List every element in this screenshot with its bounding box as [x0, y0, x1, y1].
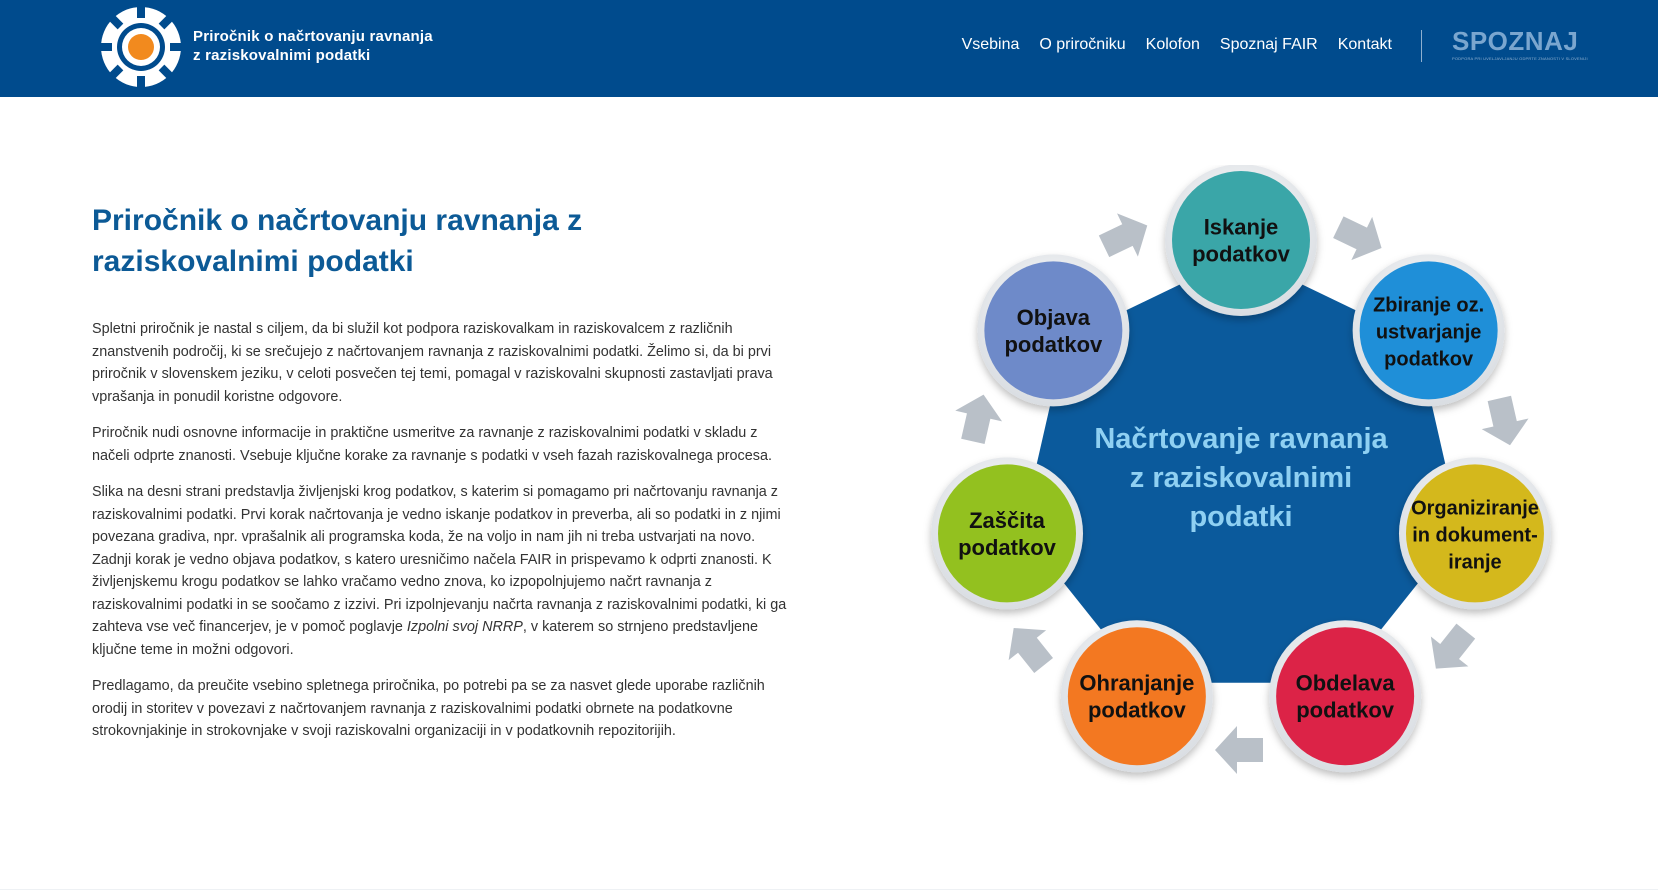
step-label-line: iranje	[1448, 551, 1502, 574]
step-label-line: Iskanje	[1203, 214, 1279, 240]
intro-paragraph-1: Spletni priročnik je nastal s ciljem, da bi služil kot podpora raziskovalkam in raziskovalcem z različnih znanstvenih področij, ki se srečujejo z načrtovanjem ravnanja z raziskovalnimi podatki. Želimo si, da bi prvi priročnik v slovenskem jeziku, v celoti posvečen tej temi, pomagal v raziskovalni skupnosti zastavljati prava vprašanja in ponudil koristne odgovore.	[92, 321, 773, 405]
step-label-line: Zbiranje oz.	[1373, 294, 1485, 317]
cycle-arrow-icon	[1417, 616, 1484, 683]
step-label-line: in dokument-	[1412, 524, 1538, 547]
cycle-arrow-icon	[1328, 206, 1392, 270]
paragraph-3-tail: , v katerem so strnjeno predstavljene ključne teme in možni odgovori.	[92, 619, 759, 658]
lifecycle-step-2[interactable]	[1353, 254, 1505, 406]
site-title[interactable]	[193, 27, 433, 65]
lifecycle-step-4[interactable]	[1269, 620, 1421, 772]
step-label-line: podatkov	[1384, 348, 1474, 371]
spoznaj-logo-subtitle: PODPORA PRI UVELJAVLJANJU ODPRTE ZNANOSTI V SLOVENIJI	[1452, 56, 1588, 61]
site-title-line1: Priročnik o načrtovanju ravnanja	[193, 28, 433, 45]
step-label-line: Organiziranje	[1411, 497, 1539, 520]
footer-divider	[0, 889, 1658, 890]
site-logo[interactable]	[100, 6, 182, 88]
site-header	[0, 0, 1658, 97]
page-title-line1: Priročnik o načrtovanju ravnanja z	[92, 204, 583, 237]
step-label-line: podatkov	[1004, 331, 1103, 357]
cycle-arrow-icon	[949, 389, 1006, 446]
step-label-line: podatkov	[1192, 241, 1290, 267]
step-label-line: ustvarjanje	[1375, 321, 1482, 344]
main-nav	[962, 36, 1392, 54]
cycle-arrow-icon	[1094, 204, 1158, 268]
step-label-line: Ohranjanje	[1079, 670, 1195, 696]
site-title-line2: z raziskovalnimi podatki	[193, 47, 371, 64]
lifecycle-step-1[interactable]	[1165, 165, 1317, 316]
cycle-arrow-icon	[995, 613, 1062, 680]
spoznaj-logo[interactable]	[1452, 26, 1588, 70]
cycle-arrow-icon	[1476, 393, 1533, 450]
lifecycle-step-3[interactable]	[1399, 457, 1551, 609]
lifecycle-step-7[interactable]	[977, 254, 1129, 406]
step-fill	[1172, 171, 1310, 309]
step-label-line: Obdelava	[1295, 670, 1395, 696]
step-fill	[938, 464, 1076, 602]
intro-paragraph-2: Priročnik nudi osnovne informacije in praktične usmeritve za ravnanje z raziskovalnimi podatki v skladu z načeli odprte znanosti. Vsebuje ključne korake za ravnanje s podatki v vseh fazah raziskovalnega procesa.	[92, 425, 772, 464]
step-label-line: Zaščita	[969, 507, 1045, 533]
step-label-line: podatkov	[1087, 697, 1186, 723]
nav-o-prirocniku[interactable]: O priročniku	[1039, 36, 1126, 53]
nav-vsebina[interactable]: Vsebina	[961, 36, 1020, 53]
step-fill	[1276, 627, 1414, 765]
step-label-line: podatkov	[1296, 697, 1395, 723]
center-label-line3: podatki	[1189, 501, 1293, 533]
nav-spoznaj-fair[interactable]: Spoznaj FAIR	[1219, 36, 1318, 53]
data-lifecycle-diagram	[905, 165, 1585, 825]
lifecycle-svg	[905, 165, 1585, 825]
center-label-line2: z raziskovalnimi	[1129, 462, 1353, 494]
paragraph-3-text: Slika na desni strani predstavlja življenjski krog podatkov, s katerim si pomagamo pri načrtovanju ravnanja z raziskovalnimi podatki. Prvi korak načrtovanja je vedno iskanje podatkov in preverba, ali so podatki in z njimi povezana gradiva, npr. vprašalnik ali programska koda, že na voljo in nam jih ni treba ustvarjati na novo. Zadnji korak je vedno objava podatkov, s katero uresničimo načela FAIR in prispevamo k odprti znanosti. K življenjskemu krogu podatkov se lahko vračamo vedno znova, ko izpopolnjujemo načrt ravnanja z raziskovalnimi podatki in se soočamo z izzivi. Pri izpolnjevanju načrta ravnanja z raziskovalnimi podatki, ki ga zahteva vse več financerjev, je v pomoč poglavje	[92, 484, 787, 635]
nav-divider	[1421, 30, 1422, 62]
cycle-arrow-icon	[1215, 726, 1263, 774]
lifecycle-step-6[interactable]	[931, 457, 1083, 609]
step-label-line: podatkov	[958, 534, 1056, 560]
intro-paragraph-4: Predlagamo, da preučite vsebino spletnega priročnika, po potrebi pa se za nasvet glede uporabe različnih orodij in storitev v povezavi z načrtovanjem ravnanja z raziskovalnimi podatki obrnete na podatkovne strokovnjakinje in strokovnjake v svoji raziskovalni organizaciji in v podatkovnih repozitorijih.	[92, 678, 765, 739]
step-fill	[1068, 627, 1206, 765]
step-fill	[984, 261, 1122, 399]
main-content	[92, 200, 792, 757]
nav-kontakt[interactable]: Kontakt	[1337, 36, 1392, 53]
intro-paragraph-3	[92, 481, 792, 661]
spoznaj-logo-text: SPOZNAJ	[1452, 26, 1579, 56]
nrrp-chapter-reference: Izpolni svoj NRRP	[406, 619, 523, 635]
nav-kolofon[interactable]: Kolofon	[1145, 36, 1200, 53]
page-title-line2: raziskovalnimi podatki	[92, 245, 414, 278]
step-label-line: Objava	[1016, 304, 1091, 330]
page-title	[92, 200, 792, 282]
lifecycle-step-5[interactable]	[1061, 620, 1213, 772]
center-label-line1: Načrtovanje ravnanja	[1094, 423, 1388, 455]
